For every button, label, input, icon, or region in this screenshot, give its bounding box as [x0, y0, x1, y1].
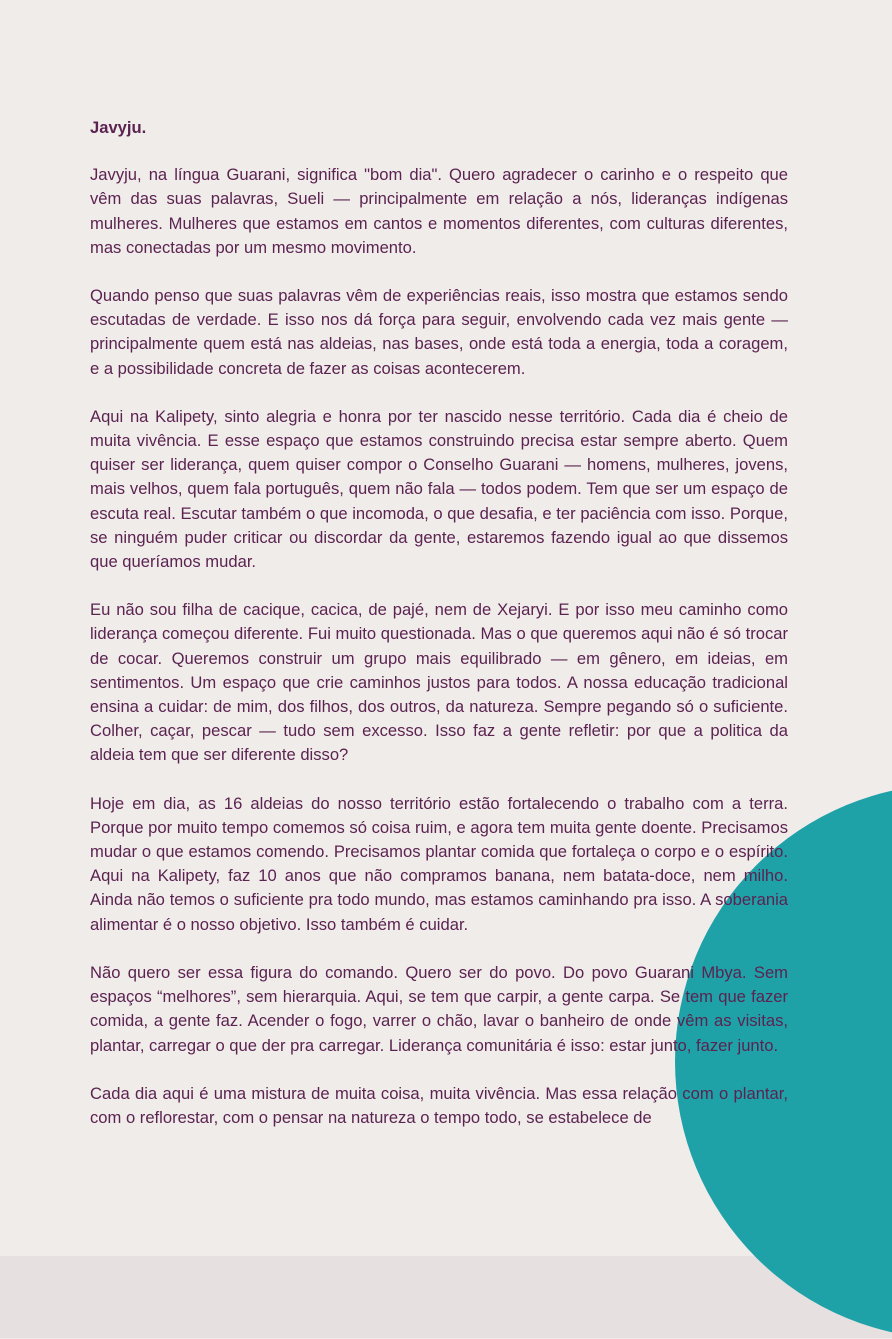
paragraph-5: Hoje em dia, as 16 aldeias do nosso território estão fortalecendo o trabalho com a terra. Porque por muito tempo comemos só coisa ruim, e agora tem muita gente doente. Precisamos mudar o que estamos comendo. Precisamos plantar comida que fortaleça o corpo e o espírito. Aqui na Kalipety, faz 10 anos que não compramos banana, nem batata-doce, nem milho. Ainda não temos o suficiente pra todo mundo, mas estamos caminhando pra isso. A soberania alimentar é o nosso objetivo. Isso também é cuidar. — [90, 793, 788, 934]
paragraph-1: Javyju, na língua Guarani, significa "bom dia". Quero agradecer o carinho e o respeito que vêm das suas palavras, Sueli — principalmente em relação a nós, lideranças indígenas mulheres. Mulheres que estamos em cantos e momentos diferentes, com culturas diferentes, mas conectadas por um mesmo movimento. — [90, 165, 788, 257]
paragraph-7: Cada dia aqui é uma mistura de muita coisa, muita vivência. Mas essa relação com o plantar, com o reflorestar, com o pensar na natureza o tempo todo, se estabelece de — [90, 1083, 788, 1127]
letter-greeting: Javyju. — [90, 118, 147, 137]
letter-body — [90, 116, 788, 1154]
paragraph-4: Eu não sou filha de cacique, cacica, de pajé, nem de Xejaryi. E por isso meu caminho como liderança começou diferente. Fui muito questionada. Mas o que queremos aqui não é só trocar de cocar. Queremos construir um grupo mais equilibrado — em gênero, em ideias, em sentimentos. Um espaço que crie caminhos justos para todos. A nossa educação tradicional ensina a cuidar: de mim, dos filhos, dos outros, da natureza. Sempre pegando só o suficiente. Colher, caçar, pescar — tudo sem excesso. Isso faz a gente refletir: por que a politica da aldeia tem que ser diferente disso? — [90, 600, 788, 765]
paragraph-3: Aqui na Kalipety, sinto alegria e honra por ter nascido nesse território. Cada dia é cheio de muita vivência. E esse espaço que estamos construindo precisa estar sempre aberto. Quem quiser ser liderança, quem quiser compor o Conselho Guarani — homens, mulheres, jovens, mais velhos, quem fala português, quem não fala — todos podem. Tem que ser um espaço de escuta real. Escutar também o que incomoda, o que desafia, e ter paciência com isso. Porque, se ninguém puder criticar ou discordar da gente, estaremos fazendo igual ao que dissemos que queríamos mudar. — [90, 406, 788, 572]
paragraph-6: Não quero ser essa figura do comando. Quero ser do povo. Do povo Guarani Mbya. Sem espaços “melhores”, sem hierarquia. Aqui, se tem que carpir, a gente carpa. Se tem que fazer comida, a gente faz. Acender o fogo, varrer o chão, lavar o banheiro de onde vêm as visitas, plantar, carregar o que der pra carregar. Liderança comunitária é isso: estar junto, fazer junto. — [90, 962, 788, 1055]
footer-band — [0, 1256, 892, 1338]
paragraph-2: Quando penso que suas palavras vêm de experiências reais, isso mostra que estamos sendo escutadas de verdade. E isso nos dá força para seguir, envolvendo cada vez mais gente — principalmente quem está nas aldeias, nas bases, onde está toda a energia, toda a coragem, e a possibilidade concreta de fazer as coisas acontecerem. — [90, 286, 788, 378]
